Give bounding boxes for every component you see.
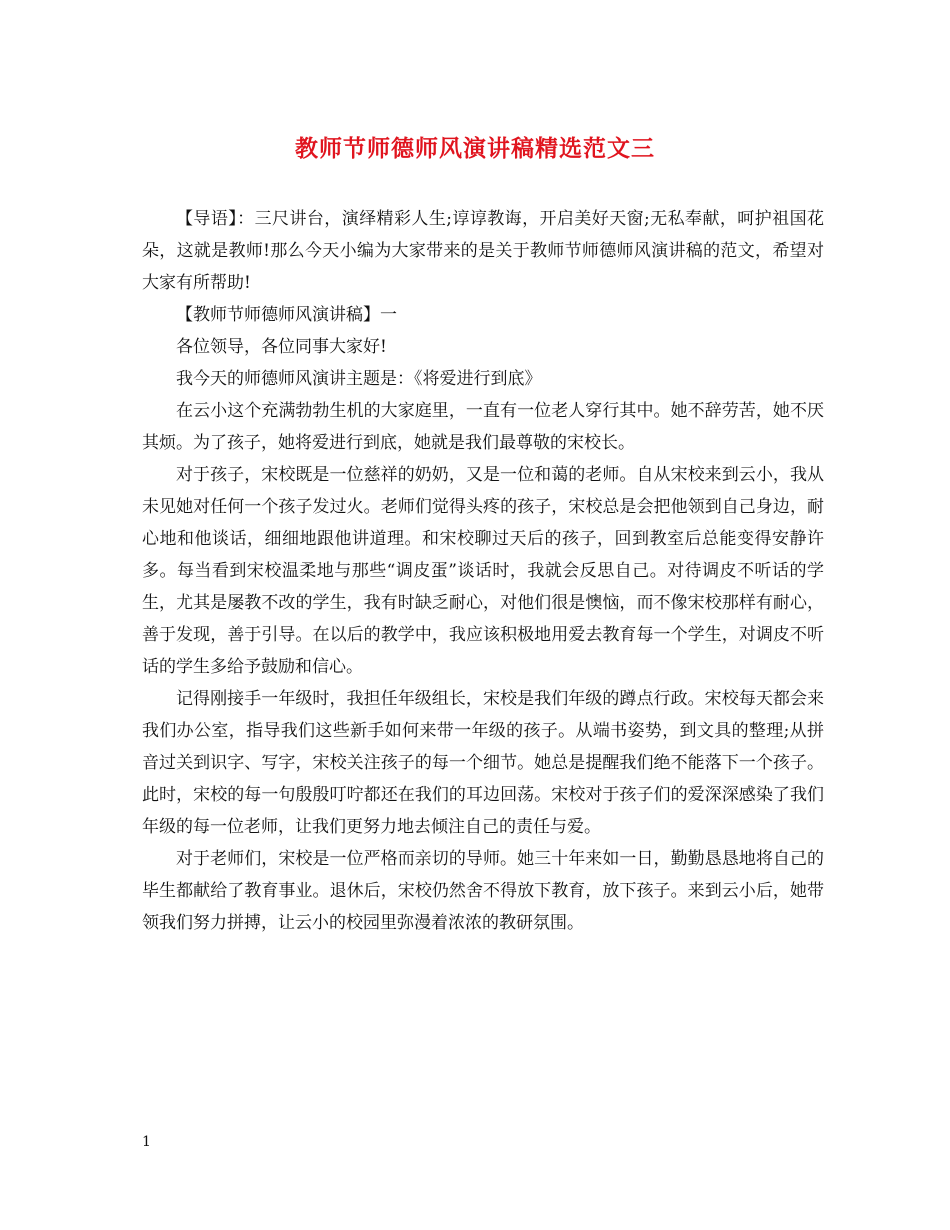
document-title: 教师节师德师风演讲稿精选范文三 [295, 135, 655, 162]
paragraph-greeting: 各位领导，各位同事大家好! [176, 337, 387, 357]
document-body [142, 203, 824, 939]
paragraph-body: 对于老师们，宋校是一位严格而亲切的导师。她三十年来如一日，勤勤恳恳地将自己的毕生都献给了教育事业。退休后，宋校仍然舍不得放下教育，放下孩子。来到云小后，她带领我们努力拼搏，让云小的校园里弥漫着浓浓的教研氛围。 [142, 849, 824, 933]
paragraph-body: 对于孩子，宋校既是一位慈祥的奶奶，又是一位和蔼的老师。自从宋校来到云小，我从未见她对任何一个孩子发过火。老师们觉得头疼的孩子，宋校总是会把他领到自己身边，耐心地和他谈话，细细地跟他讲道理。和宋校聊过天后的孩子，回到教室后总能变得安静许多。每当看到宋校温柔地与那些“调皮蛋”谈话时，我就会反思自己。对待调皮不听话的学生，尤其是屡教不改的学生，我有时缺乏耐心，对他们很是懊恼，而不像宋校那样有耐心，善于发现，善于引导。在以后的教学中，我应该积极地用爱去教育每一个学生，对调皮不听话的学生多给予鼓励和信心。 [142, 465, 824, 677]
paragraph-body: 在云小这个充满勃勃生机的大家庭里，一直有一位老人穿行其中。她不辞劳苦，她不厌其烦。为了孩子，她将爱进行到底，她就是我们最尊敬的宋校长。 [142, 401, 824, 453]
paragraph-section-heading: 【教师节师德师风演讲稿】一 [176, 305, 397, 325]
paragraph-theme: 我今天的师德师风演讲主题是：《将爱进行到底》 [176, 369, 542, 389]
page-number: 1 [142, 1134, 151, 1150]
paragraph-intro: 【导语】：三尺讲台，演绎精彩人生;谆谆教诲，开启美好天窗;无私奉献，呵护祖国花朵，这就是教师!那么今天小编为大家带来的是关于教师节师德师风演讲稿的范文，希望对大家有所帮助! [142, 209, 824, 293]
paragraph-body: 记得刚接手一年级时，我担任年级组长，宋校是我们年级的蹲点行政。宋校每天都会来我们办公室，指导我们这些新手如何来带一年级的孩子。从端书姿势，到文具的整理;从拼音过关到识字、写字，宋校关注孩子的每一个细节。她总是提醒我们绝不能落下一个孩子。此时，宋校的每一句殷殷叮咛都还在我们的耳边回荡。宋校对于孩子们的爱深深感染了我们年级的每一位老师，让我们更努力地去倾注自己的责任与爱。 [142, 689, 824, 837]
